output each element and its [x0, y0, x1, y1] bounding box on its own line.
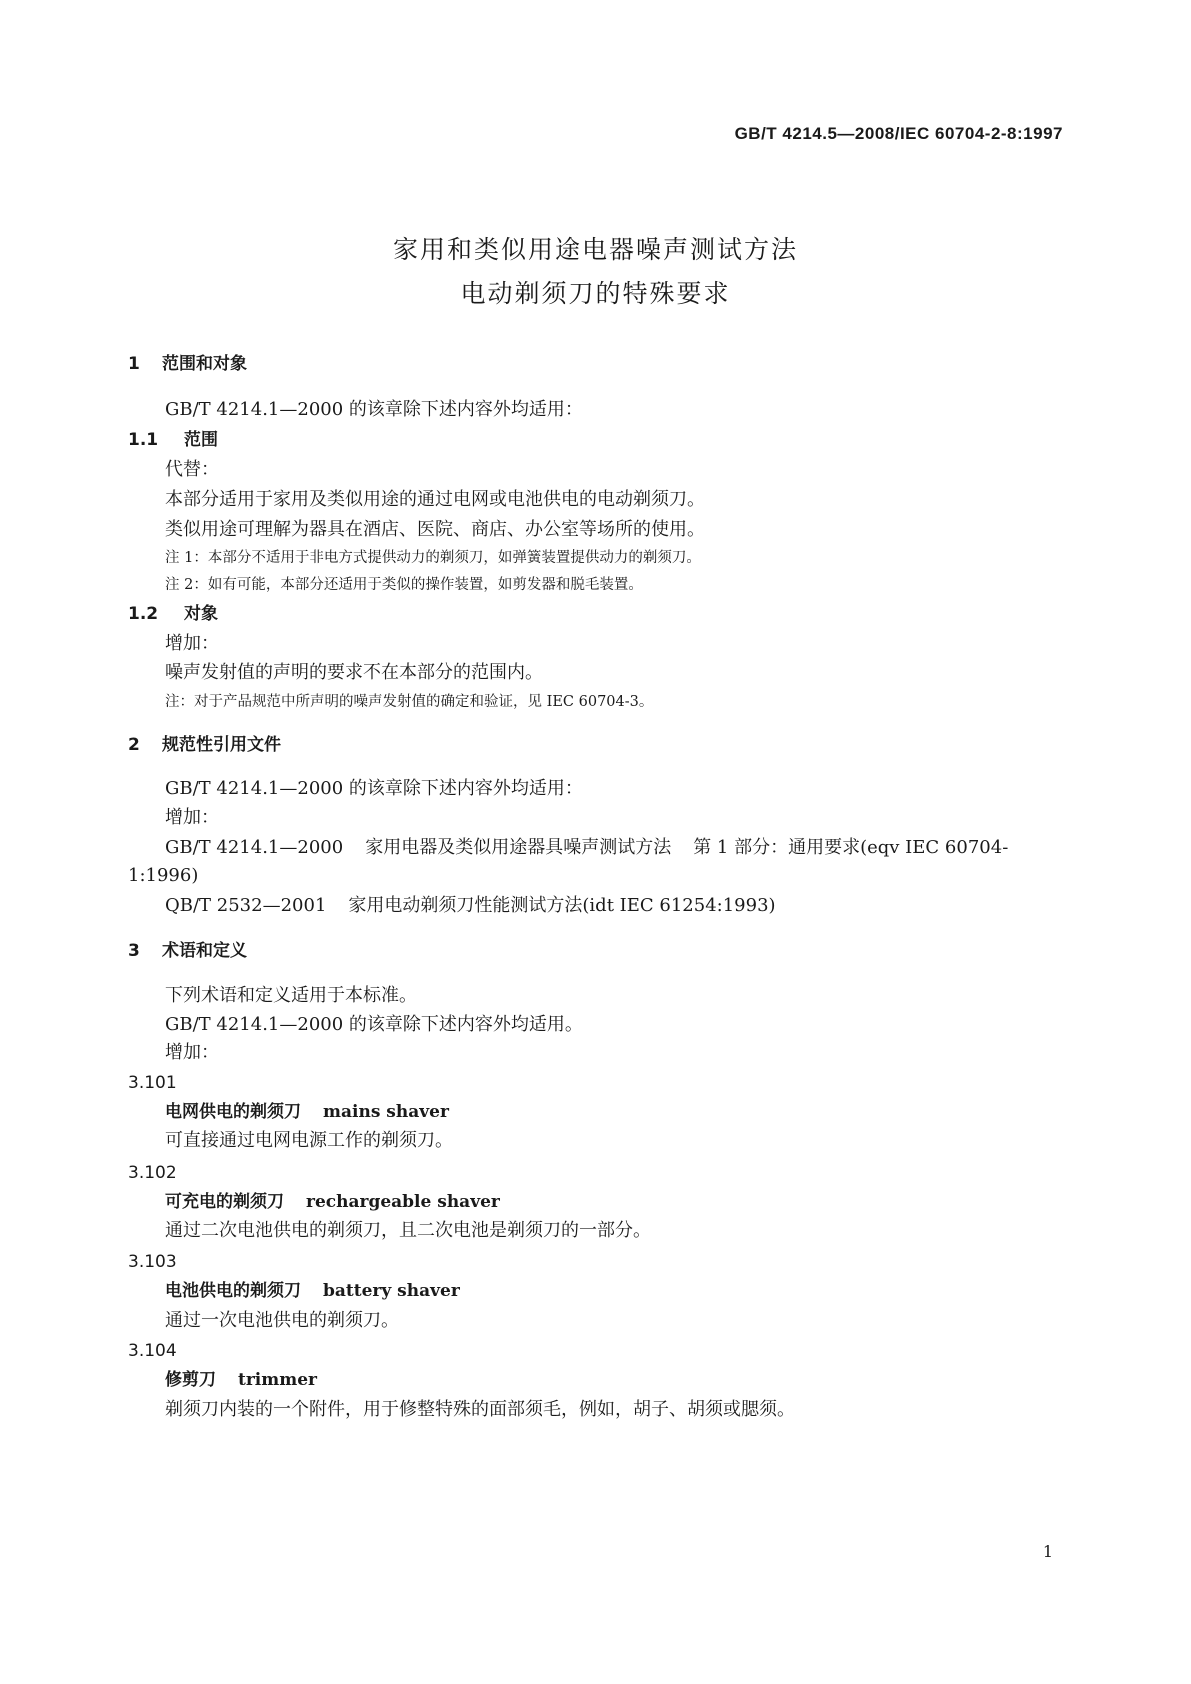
term-number: 3.103	[128, 1252, 177, 1272]
section-number: 2	[128, 735, 140, 755]
paragraph: 下列术语和定义适用于本标准。	[165, 985, 417, 1006]
section-1-1-heading	[128, 428, 218, 452]
term-number: 3.104	[128, 1341, 177, 1361]
section-3-heading	[128, 939, 247, 963]
paragraph: 噪声发射值的声明的要求不在本部分的范围内。	[165, 662, 543, 683]
term-definition: 通过二次电池供电的剃须刀，且二次电池是剃须刀的一部分。	[165, 1220, 651, 1241]
reference-entry	[165, 836, 1008, 860]
paragraph: 增加：	[165, 807, 219, 828]
section-2-heading	[128, 733, 281, 757]
standard-number-header: GB/T 4214.5—2008/IEC 60704-2-8:1997	[734, 124, 1063, 143]
section-1-heading	[128, 352, 247, 376]
reference-title: 家用电器及类似用途器具噪声测试方法	[365, 837, 672, 858]
note: 注：对于产品规范中所声明的噪声发射值的确定和验证，见 IEC 60704-3。	[165, 694, 654, 710]
note: 注 2：如有可能，本部分还适用于类似的操作装置，如剪发器和脱毛装置。	[165, 577, 643, 593]
section-title: 范围	[184, 430, 218, 450]
term-en: battery shaver	[323, 1281, 460, 1301]
term-number: 3.102	[128, 1163, 177, 1183]
term-en: mains shaver	[323, 1102, 449, 1122]
term-zh: 可充电的剃须刀	[165, 1192, 284, 1212]
term-zh: 修剪刀	[165, 1370, 216, 1390]
term-zh: 电池供电的剃须刀	[165, 1281, 301, 1301]
page-number: 1	[1042, 1542, 1053, 1561]
term-heading	[165, 1279, 460, 1303]
paragraph: 增加：	[165, 1042, 219, 1063]
section-2-intro: GB/T 4214.1—2000 的该章除下述内容外均适用：	[165, 778, 583, 799]
section-title: 对象	[184, 604, 218, 624]
term-definition: 剃须刀内装的一个附件，用于修整特殊的面部须毛，例如，胡子、胡须或腮须。	[165, 1399, 795, 1420]
note: 注 1：本部分不适用于非电方式提供动力的剃须刀，如弹簧装置提供动力的剃须刀。	[165, 550, 701, 566]
title-line-2: 电动剃须刀的特殊要求	[460, 279, 731, 308]
paragraph: 类似用途可理解为器具在酒店、医院、商店、办公室等场所的使用。	[165, 519, 705, 540]
term-heading	[165, 1368, 317, 1392]
section-number: 1.2	[128, 604, 159, 624]
reference-code: GB/T 4214.1—2000	[165, 837, 344, 858]
section-1-intro: GB/T 4214.1—2000 的该章除下述内容外均适用：	[165, 399, 583, 420]
section-title: 范围和对象	[162, 354, 247, 374]
paragraph: GB/T 4214.1—2000 的该章除下述内容外均适用。	[165, 1014, 583, 1035]
paragraph: 本部分适用于家用及类似用途的通过电网或电池供电的电动剃须刀。	[165, 489, 705, 510]
section-number: 1.1	[128, 430, 159, 450]
title-line-1: 家用和类似用途电器噪声测试方法	[392, 235, 798, 264]
term-number: 3.101	[128, 1073, 177, 1093]
paragraph: 增加：	[165, 633, 219, 654]
reference-entry-continuation: 1:1996)	[128, 865, 199, 886]
reference-code: QB/T 2532—2001	[165, 895, 327, 916]
term-heading	[165, 1100, 449, 1124]
term-definition: 可直接通过电网电源工作的剃须刀。	[165, 1130, 453, 1151]
section-number: 3	[128, 941, 140, 961]
term-en: rechargeable shaver	[306, 1192, 500, 1212]
paragraph: 代替：	[165, 459, 219, 480]
term-heading	[165, 1190, 500, 1214]
section-title: 术语和定义	[162, 941, 247, 961]
term-zh: 电网供电的剃须刀	[165, 1102, 301, 1122]
reference-title: 家用电动剃须刀性能测试方法(idt IEC 61254:1993)	[348, 895, 776, 916]
section-1-2-heading	[128, 602, 218, 626]
term-en: trimmer	[238, 1370, 318, 1390]
term-definition: 通过一次电池供电的剃须刀。	[165, 1310, 399, 1331]
section-title: 规范性引用文件	[162, 735, 281, 755]
reference-title-cont: 第 1 部分：通用要求(eqv IEC 60704-	[693, 837, 1009, 858]
section-number: 1	[128, 354, 140, 374]
reference-entry	[165, 894, 776, 918]
